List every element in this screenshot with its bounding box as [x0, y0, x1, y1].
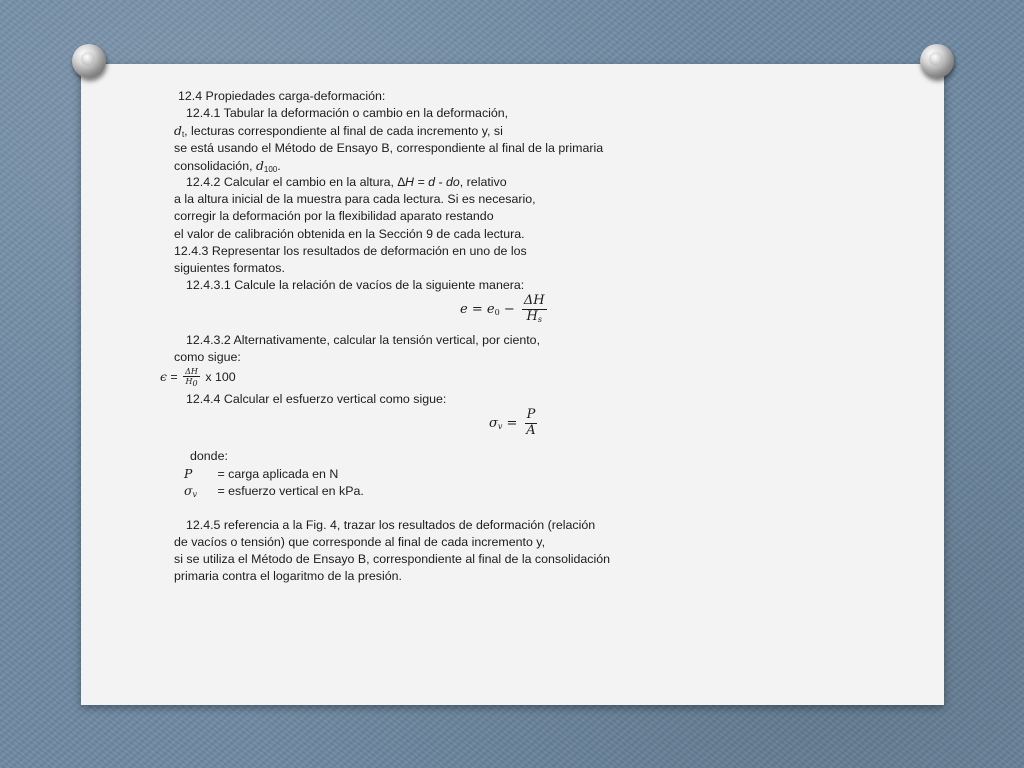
text-line: de vacíos o tensión) que corresponde al final de cada incremento y, [174, 534, 546, 549]
text-line: 12.4.3.1 Calcule la relación de vacíos de la siguiente manera: [186, 278, 525, 293]
text-line: consolidación, $d_{100}$. [174, 157, 281, 174]
text-line: como sigue: [174, 350, 241, 365]
fraction: $\frac{\Delta H}{H_0}$ [185, 366, 198, 388]
vertical-stress-equation: $\sigma_v$ = $\frac{P}{A}$ [489, 406, 536, 438]
text-line: donde: [190, 448, 228, 463]
pushpin-icon [72, 44, 106, 78]
fraction: $\frac{\Delta H}{H_s}$ [523, 293, 545, 325]
text-line: 12.4.1 Tabular la deformación o cambio en la deformación, [186, 106, 509, 121]
text-line: 12.4.3.2 Alternativamente, calcular la tensión vertical, por ciento, [186, 333, 541, 348]
text-line: a la altura inicial de la muestra para cada lectura. Si es necesario, [174, 192, 536, 207]
slide-content [160, 88, 674, 585]
pushpin-icon [920, 44, 954, 78]
section-heading: 12.4 Propiedades carga-deformación: [178, 89, 386, 103]
text-line: 12.4.3 Representar los resultados de deformación en uno de los [174, 243, 527, 258]
spacer [174, 499, 674, 516]
text-line: corregir la deformación por la flexibilidad aparato restando [174, 209, 494, 224]
fraction: $\frac{P}{A}$ [526, 406, 536, 438]
definition-line: P = carga aplicada en N [184, 466, 339, 481]
text-line: primaria contra el logaritmo de la presión. [174, 569, 402, 584]
definition-line: $\sigma_v$ = esfuerzo vertical en kPa. [184, 483, 364, 500]
text-line: si se utiliza el Método de Ensayo B, correspondiente al final de la consolidación [174, 551, 610, 566]
text-line: 12.4.2 Calcular el cambio en la altura, ∆H = d - do, relativo [186, 174, 507, 189]
text-line: 12.4.4 Calcular el esfuerzo vertical como sigue: [186, 391, 447, 406]
text-line: siguientes formatos. [174, 260, 285, 275]
text-line: $d_t$, lecturas correspondiente al final de cada incremento y, si [174, 123, 503, 140]
void-ratio-equation: $e = e_0$ − $\frac{\Delta H}{H_s}$ [460, 293, 545, 325]
text-line: 12.4.5 referencia a la Fig. 4, trazar los resultados de deformación (relación [186, 517, 596, 532]
text-line: se está usando el Método de Ensayo B, correspondiente al final de la primaria [174, 140, 604, 155]
text-line: el valor de calibración obtenida en la Sección 9 de cada lectura. [174, 226, 525, 241]
strain-equation: ϵ = $\frac{\Delta H}{H_0}$ x 100 [160, 366, 236, 388]
